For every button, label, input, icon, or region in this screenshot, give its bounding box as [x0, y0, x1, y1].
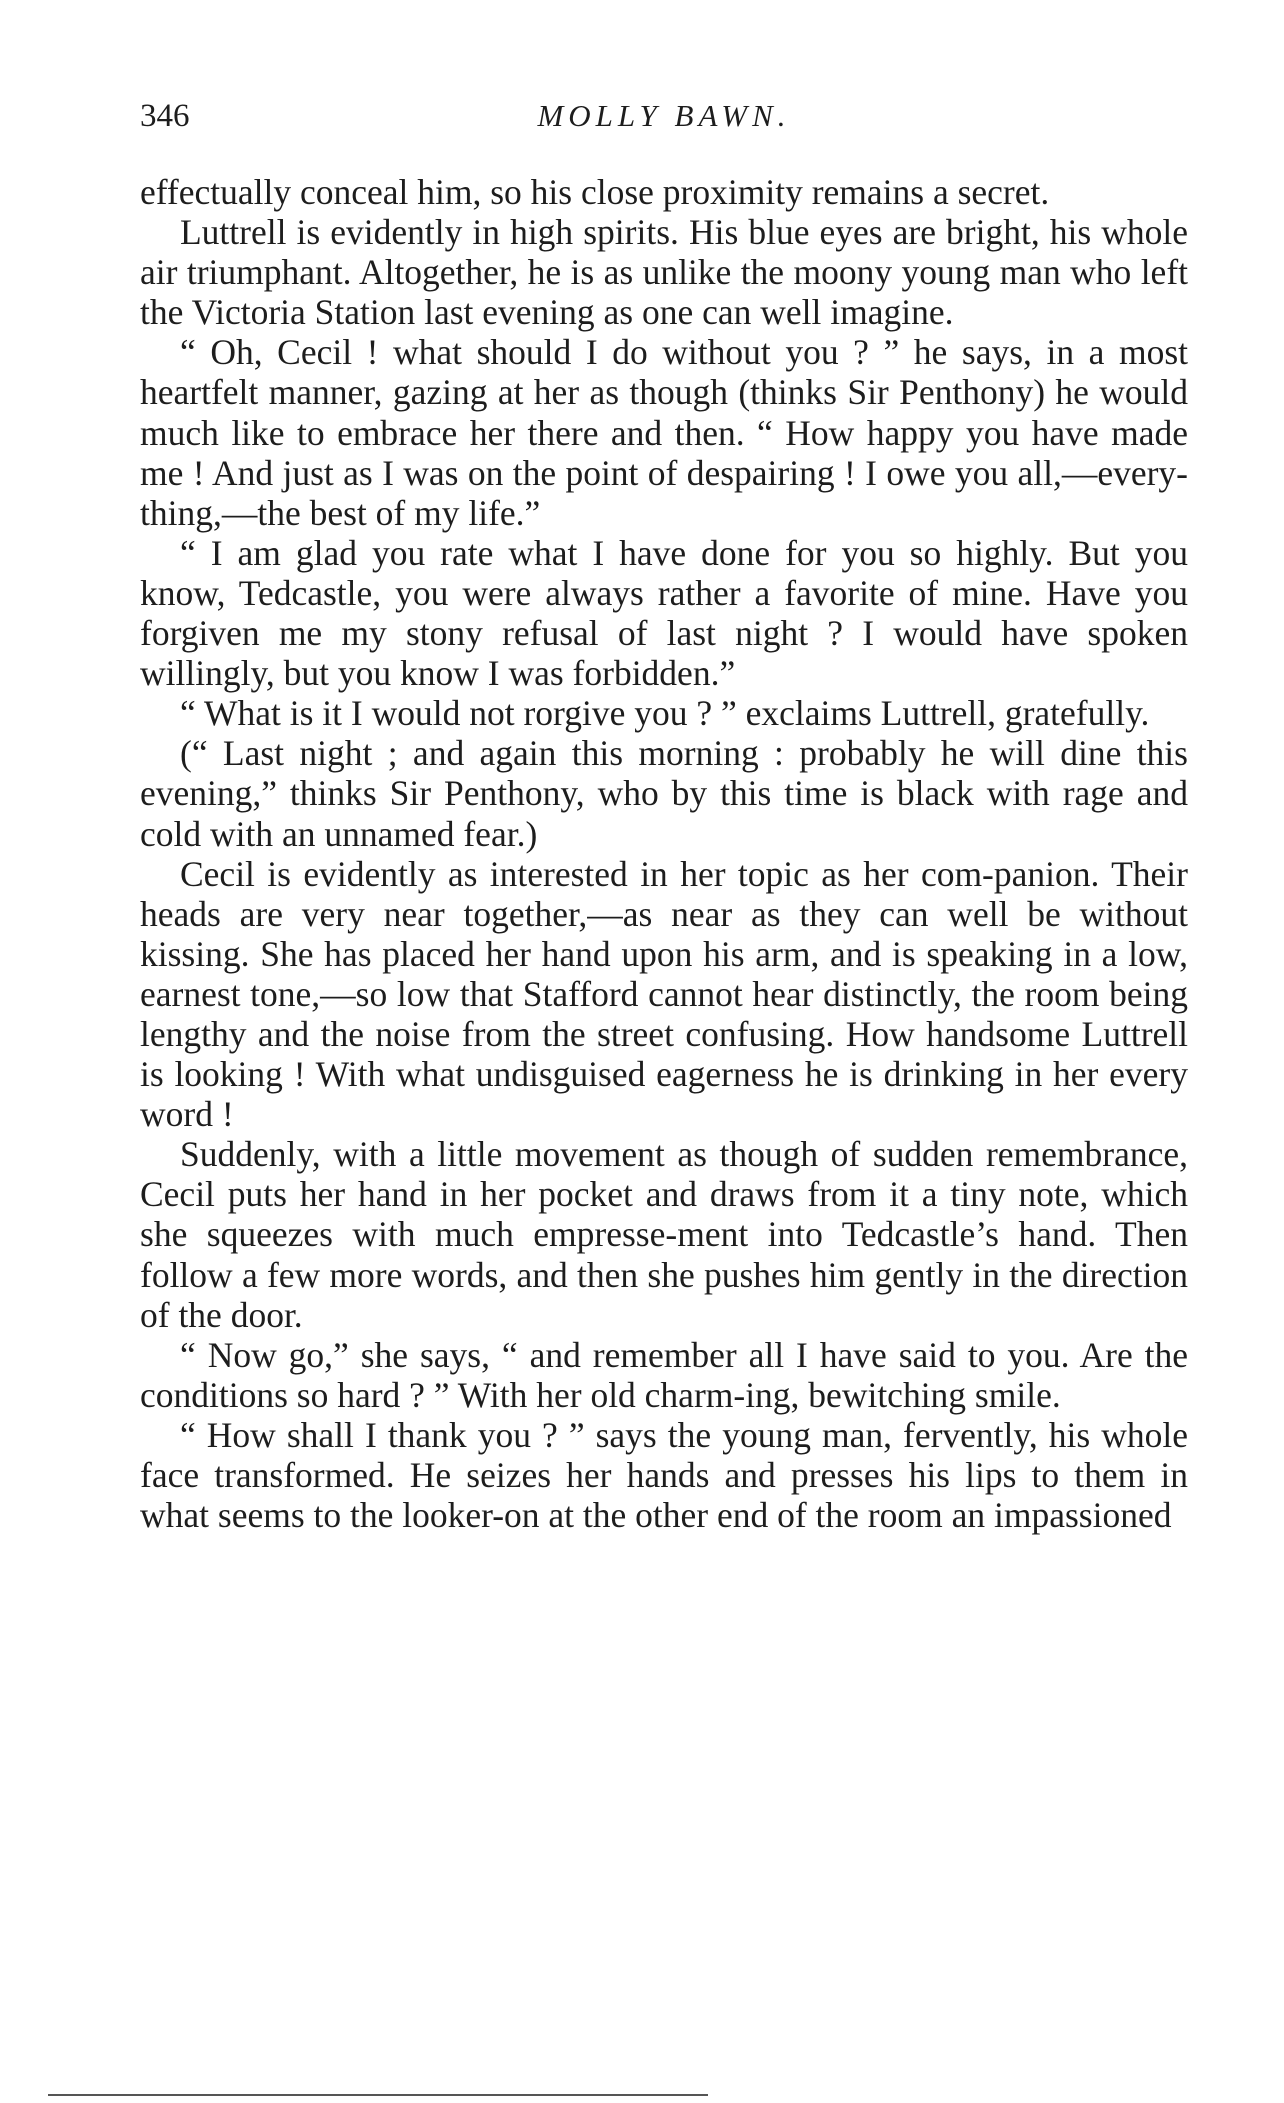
page-header — [140, 98, 1188, 140]
paragraph: effectually conceal him, so his close proximity remains a secret. — [140, 172, 1050, 212]
running-title: MOLLY BAWN. — [537, 98, 791, 133]
paragraph: Cecil is evidently as interested in her topic as her com-panion. Their heads are very near together,—as near as they can well be without kissing. She has placed her hand upon his arm, and is speaking in a low, earnest tone,—so low that Stafford cannot hear distinctly, the room being lengthy and the noise from the street confusing. How handsome Luttrell is looking ! With what undisguised eagerness he is drinking in her every word ! — [140, 853, 1188, 1135]
page-bottom-rule — [48, 2094, 708, 2096]
paragraph: “ Oh, Cecil ! what should I do without you ? ” he says, in a most heartfelt manner, gazing at her as though (thinks Sir Penthony) he would much like to embrace her there and then. “ How happy you have made me ! And just as I was on the point of despairing ! I owe you all,—every-thing,—the best of my life.” — [140, 332, 1188, 533]
paragraph: “ I am glad you rate what I have done for you so highly. But you know, Tedcastle, you were always rather a favorite of mine. Have you forgiven me my stony refusal of last night ? I would have spoken willingly, but you know I was forbidden.” — [140, 532, 1188, 694]
paragraph: Suddenly, with a little movement as though of sudden remembrance, Cecil puts her hand in her pocket and draws from it a tiny note, which she squeezes with much empresse-ment into Tedcastle’s hand. Then follow a few more words, and then she pushes him gently in the direction of the door. — [140, 1134, 1188, 1335]
body-text — [140, 172, 1188, 1535]
paragraph: “ How shall I thank you ? ” says the young man, fervently, his whole face transformed. He seizes her hands and presses his lips to them in what seems to the looker-on at the other end of the room an impassioned — [140, 1414, 1188, 1536]
paragraph: Luttrell is evidently in high spirits. His blue eyes are bright, his whole air triumphant. Altogether, he is as unlike the moony young man who left the Victoria Station last evening as one can well imagine. — [140, 212, 1188, 333]
paragraph: (“ Last night ; and again this morning : probably he will dine this evening,” thinks Sir Penthony, who by this time is black with rage and cold with an unnamed fear.) — [140, 733, 1188, 854]
paragraph: “ What is it I would not rorgive you ? ” exclaims Luttrell, gratefully. — [180, 693, 1150, 734]
paragraph: “ Now go,” she says, “ and remember all I have said to you. Are the conditions so hard ? ” With her old charm-ing, bewitching smile. — [140, 1334, 1188, 1415]
page-number: 346 — [140, 98, 190, 134]
